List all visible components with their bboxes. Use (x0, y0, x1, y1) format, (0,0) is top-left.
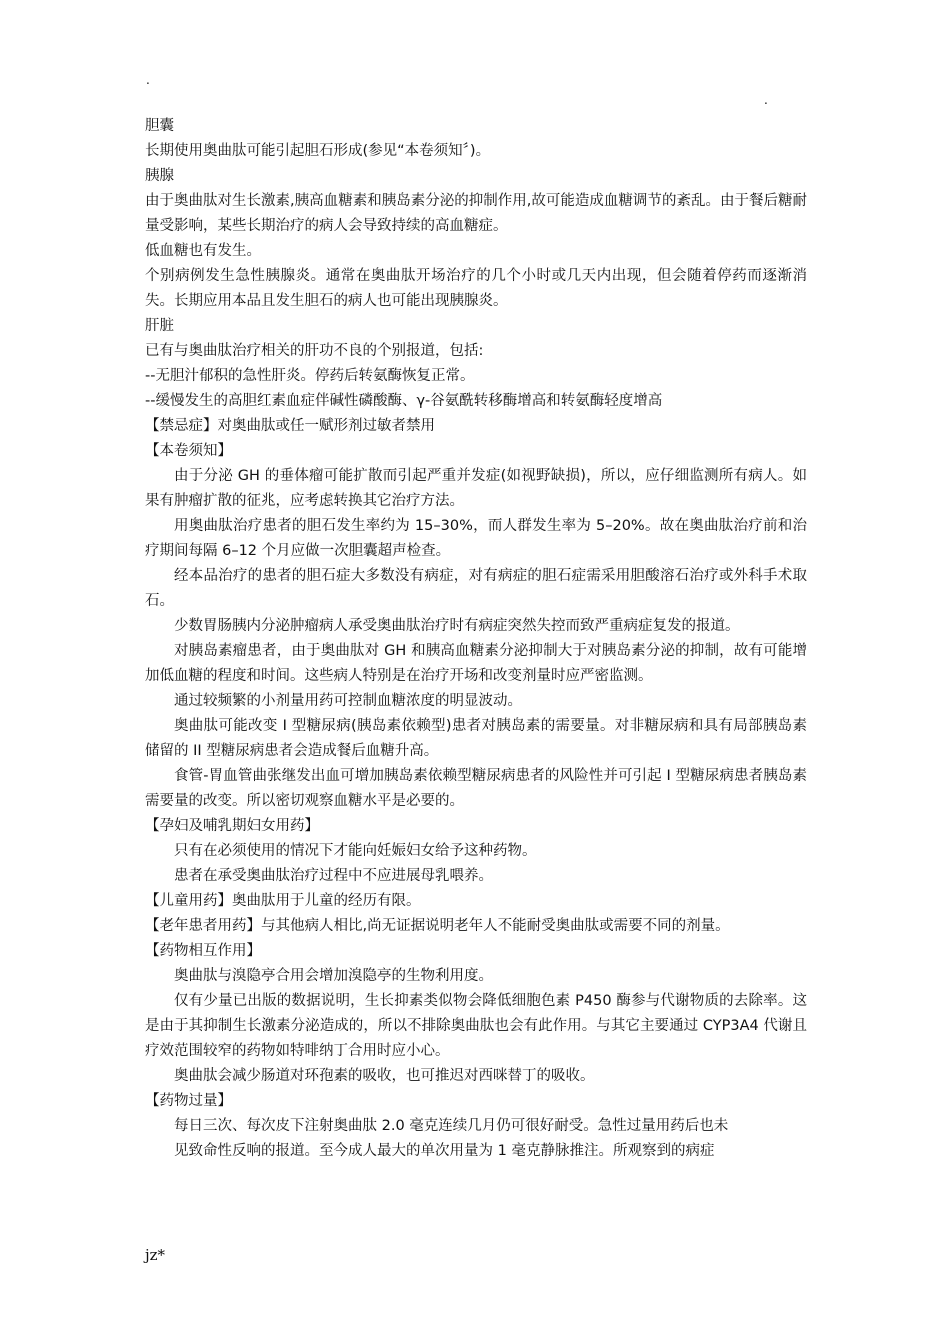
paragraph: 食管-胃血管曲张继发出血可增加胰岛素依赖型糖尿病患者的风险性并可引起 I 型糖尿病患者胰岛素需要量的改变。所以密切观察血糖水平是必要的。 (145, 768, 807, 809)
section-heading-pancreas: 胰腺 (145, 168, 174, 184)
section-heading-liver: 肝脏 (145, 318, 174, 334)
paragraph: 奥曲肽会减少肠道对环孢素的吸收，也可推迟对西咪替丁的吸收。 (174, 1068, 595, 1084)
paragraph: 患者在承受奥曲肽治疗过程中不应进展母乳喂养。 (174, 868, 493, 884)
document-body (145, 114, 807, 1164)
paragraph: 经本品治疗的患者的胆石症大多数没有病症，对有病症的胆石症需采用胆酸溶石治疗或外科手术取石。 (145, 568, 807, 609)
header-dot-right: . (764, 93, 768, 107)
paragraph: 仅有少量已出版的数据说明，生长抑素类似物会降低细胞色素 P450 酶参与代谢物质的去除率。这是由于其抑制生长激素分泌造成的，所以不排除奥曲肽也会有此作用。与其它主要通过 CYP3A4 代谢且疗效范围较窄的药物如特啡纳丁合用时应小心。 (145, 993, 807, 1059)
paragraph: 低血糖也有发生。 (145, 243, 261, 259)
section-heading-interactions: 【药物相互作用】 (145, 943, 261, 959)
paragraph: --缓慢发生的高胆红素血症伴碱性磷酸酶、γ-谷氨酰转移酶增高和转氨酶轻度增高 (145, 393, 663, 409)
page-footer: jz* (145, 1246, 166, 1264)
paragraph: 已有与奥曲肽治疗相关的肝功不良的个别报道，包括: (145, 343, 484, 359)
paragraph: 见致命性反响的报道。至今成人最大的单次用量为 1 毫克静脉推注。所观察到的病症 (174, 1143, 715, 1159)
paragraph: 只有在必须使用的情况下才能向妊娠妇女给予这种药物。 (174, 843, 537, 859)
section-pediatric-use: 【儿童用药】奥曲肽用于儿童的经历有限。 (145, 893, 421, 909)
paragraph: 长期使用奥曲肽可能引起胆石形成(参见“本卷须知〞)。 (145, 143, 491, 159)
section-heading-precautions: 【本卷须知】 (145, 443, 232, 459)
paragraph: 用奥曲肽治疗患者的胆石发生率约为 15–30%，而人群发生率为 5–20%。故在奥曲肽治疗前和治疗期间每隔 6–12 个月应做一次胆囊超声检查。 (145, 518, 807, 559)
paragraph: 由于奥曲肽对生长激素,胰高血糖素和胰岛素分泌的抑制作用,故可能造成血糖调节的紊乱。由于餐后糖耐量受影响，某些长期治疗的病人会导致持续的高血糖症。 (145, 193, 807, 234)
section-geriatric-use: 【老年患者用药】与其他病人相比,尚无证据说明老年人不能耐受奥曲肽或需要不同的剂量。 (145, 918, 730, 934)
paragraph: 通过较频繁的小剂量用药可控制血糖浓度的明显波动。 (174, 693, 522, 709)
paragraph: 少数胃肠胰内分泌肿瘤病人承受奥曲肽治疗时有病症突然失控而致严重病症复发的报道。 (174, 618, 740, 634)
section-heading-pregnancy: 【孕妇及哺乳期妇女用药】 (145, 818, 319, 834)
section-heading-overdose: 【药物过量】 (145, 1093, 232, 1109)
paragraph: 由于分泌 GH 的垂体瘤可能扩散而引起严重并发症(如视野缺损)，所以，应仔细监测所有病人。如果有肿瘤扩散的征兆，应考虑转换其它治疗方法。 (145, 468, 807, 509)
paragraph: 奥曲肽与溴隐亭合用会增加溴隐亭的生物利用度。 (174, 968, 493, 984)
paragraph: 奥曲肽可能改变 I 型糖尿病(胰岛素依赖型)患者对胰岛素的需要量。对非糖尿病和具有局部胰岛素储留的 II 型糖尿病患者会造成餐后血糖升高。 (145, 718, 807, 759)
section-heading-gallbladder: 胆囊 (145, 118, 174, 134)
section-contraindications: 【禁忌症】对奥曲肽或任一赋形剂过敏者禁用 (145, 418, 435, 434)
paragraph: 每日三次、每次皮下注射奥曲肽 2.0 毫克连续几月仍可很好耐受。急性过量用药后也未 (174, 1118, 729, 1134)
paragraph: --无胆汁郁积的急性肝炎。停药后转氨酶恢复正常。 (145, 368, 475, 384)
paragraph: 对胰岛素瘤患者，由于奥曲肽对 GH 和胰高血糖素分泌抑制大于对胰岛素分泌的抑制，故有可能增加低血糖的程度和时间。这些病人特别是在治疗开场和改变剂量时应严密监测。 (145, 643, 807, 684)
header-dot-left: . (146, 73, 150, 87)
paragraph: 个别病例发生急性胰腺炎。通常在奥曲肽开场治疗的几个小时或几天内出现，但会随着停药而逐渐消失。长期应用本品且发生胆石的病人也可能出现胰腺炎。 (145, 268, 807, 309)
